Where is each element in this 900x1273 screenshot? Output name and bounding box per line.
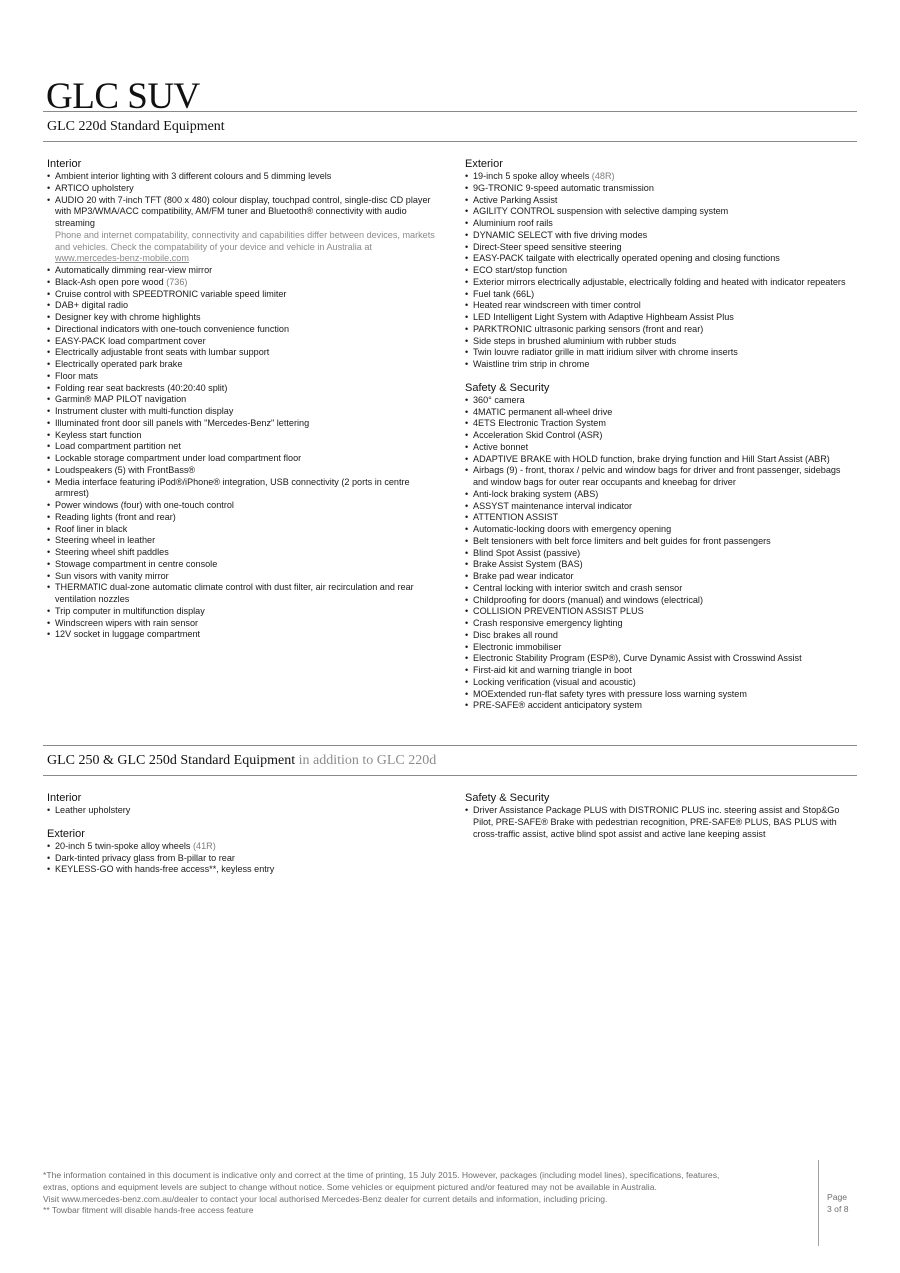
list-item: • Central locking with interior switch and crash sensor [465, 583, 857, 595]
option-code: (48R) [591, 171, 615, 181]
page-label: Page [827, 1192, 848, 1202]
list-item: • Leather upholstery [47, 805, 439, 817]
disclaimer-line: extras, options and equipment levels are subject to change without notice. Some vehicles or equipment pictured and/or featured may not be available in Australia. [43, 1181, 657, 1192]
list-item: • EASY-PACK load compartment cover [47, 336, 439, 348]
list-item: • Active Parking Assist [465, 195, 857, 207]
list-item: • ARTICO upholstery [47, 183, 439, 195]
option-code: (736) [166, 276, 188, 287]
list-item: • ADAPTIVE BRAKE with HOLD function, brake drying function and Hill Start Assist (ABR) [465, 454, 857, 466]
list-item: • Aluminium roof rails [465, 218, 857, 230]
exterior-safety-column [465, 158, 857, 712]
mobile-compatibility-link[interactable]: www.mercedes-benz-mobile.com [55, 253, 189, 264]
list-item: • Sun visors with vanity mirror [47, 571, 439, 583]
list-item: • Load compartment partition net [47, 441, 439, 453]
list-item: • ASSYST maintenance interval indicator [465, 501, 857, 513]
interior-column [47, 158, 439, 641]
list-item: • Airbags (9) - front, thorax / pelvic and window bags for driver and front passenger, sidebags and window bags for outer rear occupants and kneebag for driver [465, 465, 857, 489]
section-title-glc220d: GLC 220d Standard Equipment [47, 119, 225, 134]
list-item: • PRE-SAFE® accident anticipatory system [465, 700, 857, 712]
list-item: • Belt tensioners with belt force limiters and belt guides for front passengers [465, 536, 857, 548]
list-item: • Illuminated front door sill panels with "Mercedes-Benz" lettering [47, 418, 439, 430]
list-item: • Electrically adjustable front seats with lumbar support [47, 347, 439, 359]
section-title-glc250: GLC 250 & GLC 250d Standard Equipment in addition to GLC 220d [47, 753, 437, 768]
list-item: • Lockable storage compartment under load compartment floor [47, 453, 439, 465]
interior-heading: Interior [47, 792, 82, 804]
list-item: • COLLISION PREVENTION ASSIST PLUS [465, 606, 857, 618]
list-item: • THERMATIC dual-zone automatic climate control with dust filter, air recirculation and rear ventilation nozzles [47, 582, 439, 606]
list-item: • First-aid kit and warning triangle in boot [465, 665, 857, 677]
list-item: • 12V socket in luggage compartment [47, 629, 439, 641]
list-item: • EASY-PACK tailgate with electrically operated opening and closing functions [465, 253, 857, 265]
interior-heading: Interior [47, 158, 82, 170]
divider [43, 111, 857, 112]
list-item: • Automatically dimming rear-view mirror [47, 265, 439, 277]
audio-compatibility-note: Phone and internet compatability, connectivity and capabilities differ between devices, markets and vehicles. Check the compatability of your device and vehicle in Australia at [55, 229, 435, 252]
footer-disclaimer [43, 1170, 803, 1217]
list-item: • LED Intelligent Light System with Adaptive Highbeam Assist Plus [465, 312, 857, 324]
section-subtitle: in addition to GLC 220d [298, 753, 437, 768]
list-item: • ATTENTION ASSIST [465, 512, 857, 524]
safety-heading: Safety & Security [465, 792, 550, 804]
section2-right-column [465, 792, 847, 840]
exterior-list [465, 171, 857, 371]
divider [43, 775, 857, 776]
list-item: • 4MATIC permanent all-wheel drive [465, 407, 857, 419]
list-item: • Locking verification (visual and acoustic) [465, 677, 857, 689]
list-item: • 4ETS Electronic Traction System [465, 418, 857, 430]
list-item: • Side steps in brushed aluminium with rubber studs [465, 336, 857, 348]
list-item: • PARKTRONIC ultrasonic parking sensors (front and rear) [465, 324, 857, 336]
list-item: • Steering wheel shift paddles [47, 547, 439, 559]
list-item: • Crash responsive emergency lighting [465, 618, 857, 630]
list-item: • Power windows (four) with one-touch control [47, 500, 439, 512]
exterior-heading: Exterior [47, 827, 85, 840]
list-item: • Steering wheel in leather [47, 535, 439, 547]
list-item: • Reading lights (front and rear) [47, 512, 439, 524]
list-item: • 360° camera [465, 395, 857, 407]
disclaimer-line: Visit www.mercedes-benz.com.au/dealer to contact your local authorised Mercedes-Benz dealer for current details and information, including pricing. [43, 1193, 608, 1204]
list-item: • Direct-Steer speed sensitive steering [465, 242, 857, 254]
list-item: • 20-inch 5 twin-spoke alloy wheels (41R) [47, 841, 439, 853]
exterior-list [47, 841, 439, 876]
page-indicator [827, 1192, 849, 1216]
list-item: • Childproofing for doors (manual) and windows (electrical) [465, 595, 857, 607]
list-item: • DYNAMIC SELECT with five driving modes [465, 230, 857, 242]
divider [43, 141, 857, 142]
list-item: • DAB+ digital radio [47, 300, 439, 312]
safety-heading: Safety & Security [465, 381, 550, 394]
list-item: • Windscreen wipers with rain sensor [47, 618, 439, 630]
list-item: • Keyless start function [47, 430, 439, 442]
list-item: • Floor mats [47, 371, 439, 383]
list-item: • Disc brakes all round [465, 630, 857, 642]
list-item: • Black-Ash open pore wood (736) [47, 277, 439, 289]
disclaimer-line: *The information contained in this document is indicative only and correct at the time of printing, 15 July 2015. However, packages (including model lines), specifications, features, [43, 1170, 720, 1180]
list-item: • ECO start/stop function [465, 265, 857, 277]
option-code: (41R) [193, 840, 216, 851]
list-item: • 19-inch 5 spoke alloy wheels (48R) [465, 171, 857, 183]
list-item: • Fuel tank (66L) [465, 289, 857, 301]
list-item: • Garmin® MAP PILOT navigation [47, 394, 439, 406]
list-item: • Directional indicators with one-touch convenience function [47, 324, 439, 336]
section2-left-column [47, 792, 439, 876]
list-item: • Driver Assistance Package PLUS with DISTRONIC PLUS inc. steering assist and Stop&Go Pilot, PRE-SAFE® Brake with pedestrian recognition, PRE-SAFE® PLUS, BAS PLUS with cross-traffic assist, active blind spot assist and active lane keeping assist [465, 805, 847, 840]
list-item: • Brake Assist System (BAS) [465, 559, 857, 571]
list-item: • Electrically operated park brake [47, 359, 439, 371]
list-item: • Blind Spot Assist (passive) [465, 548, 857, 560]
list-item: • Stowage compartment in centre console [47, 559, 439, 571]
interior-list [47, 171, 439, 641]
list-item: • Ambient interior lighting with 3 different colours and 5 dimming levels [47, 171, 439, 183]
exterior-heading: Exterior [465, 158, 503, 170]
list-item: • Loudspeakers (5) with FrontBass® [47, 465, 439, 477]
list-item: • Waistline trim strip in chrome [465, 359, 857, 371]
list-item: • Anti-lock braking system (ABS) [465, 489, 857, 501]
list-item: • Folding rear seat backrests (40:20:40 split) [47, 383, 439, 395]
interior-list [47, 805, 439, 817]
disclaimer-line: ** Towbar fitment will disable hands-free access feature [43, 1205, 254, 1216]
divider [43, 745, 857, 746]
footer-divider [818, 1160, 819, 1246]
page-number: 3 of 8 [827, 1203, 849, 1214]
list-item: • AGILITY CONTROL suspension with selective damping system [465, 206, 857, 218]
list-item: • Twin louvre radiator grille in matt iridium silver with chrome inserts [465, 347, 857, 359]
list-item: • Electronic Stability Program (ESP®), Curve Dynamic Assist with Crosswind Assist [465, 653, 857, 665]
page-title: GLC SUV [46, 75, 200, 117]
list-item: • Media interface featuring iPod®/iPhone® integration, USB connectivity (2 ports in centre armrest) [47, 477, 439, 501]
list-item: • AUDIO 20 with 7-inch TFT (800 x 480) colour display, touchpad control, single-disc CD player with MP3/WMA/ACC compatibility, AM/FM tuner and Bluetooth® connectivity with audio streaming Phone and internet compatability, connectivity and capabilities differ between devices, markets and vehicles. Check the compatability of your device and vehicle in Australia at www.mercedes-benz-mobile.com [47, 195, 439, 266]
list-item: • Roof liner in black [47, 524, 439, 536]
list-item: • Heated rear windscreen with timer control [465, 300, 857, 312]
safety-list [465, 395, 857, 712]
list-item: • 9G-TRONIC 9-speed automatic transmission [465, 183, 857, 195]
list-item: • Active bonnet [465, 442, 857, 454]
list-item: • Instrument cluster with multi-function display [47, 406, 439, 418]
list-item: • Exterior mirrors electrically adjustable, electrically folding and heated with indicator repeaters [465, 277, 857, 289]
list-item: • Brake pad wear indicator [465, 571, 857, 583]
list-item: • Dark-tinted privacy glass from B-pillar to rear [47, 853, 439, 865]
list-item: • Electronic immobiliser [465, 642, 857, 654]
safety-list [465, 805, 847, 840]
list-item: • Designer key with chrome highlights [47, 312, 439, 324]
list-item: • Automatic-locking doors with emergency opening [465, 524, 857, 536]
list-item: • KEYLESS-GO with hands-free access**, keyless entry [47, 864, 439, 876]
list-item: • Cruise control with SPEEDTRONIC variable speed limiter [47, 289, 439, 301]
list-item: • MOExtended run-flat safety tyres with pressure loss warning system [465, 689, 857, 701]
list-item: • Acceleration Skid Control (ASR) [465, 430, 857, 442]
list-item: • Trip computer in multifunction display [47, 606, 439, 618]
